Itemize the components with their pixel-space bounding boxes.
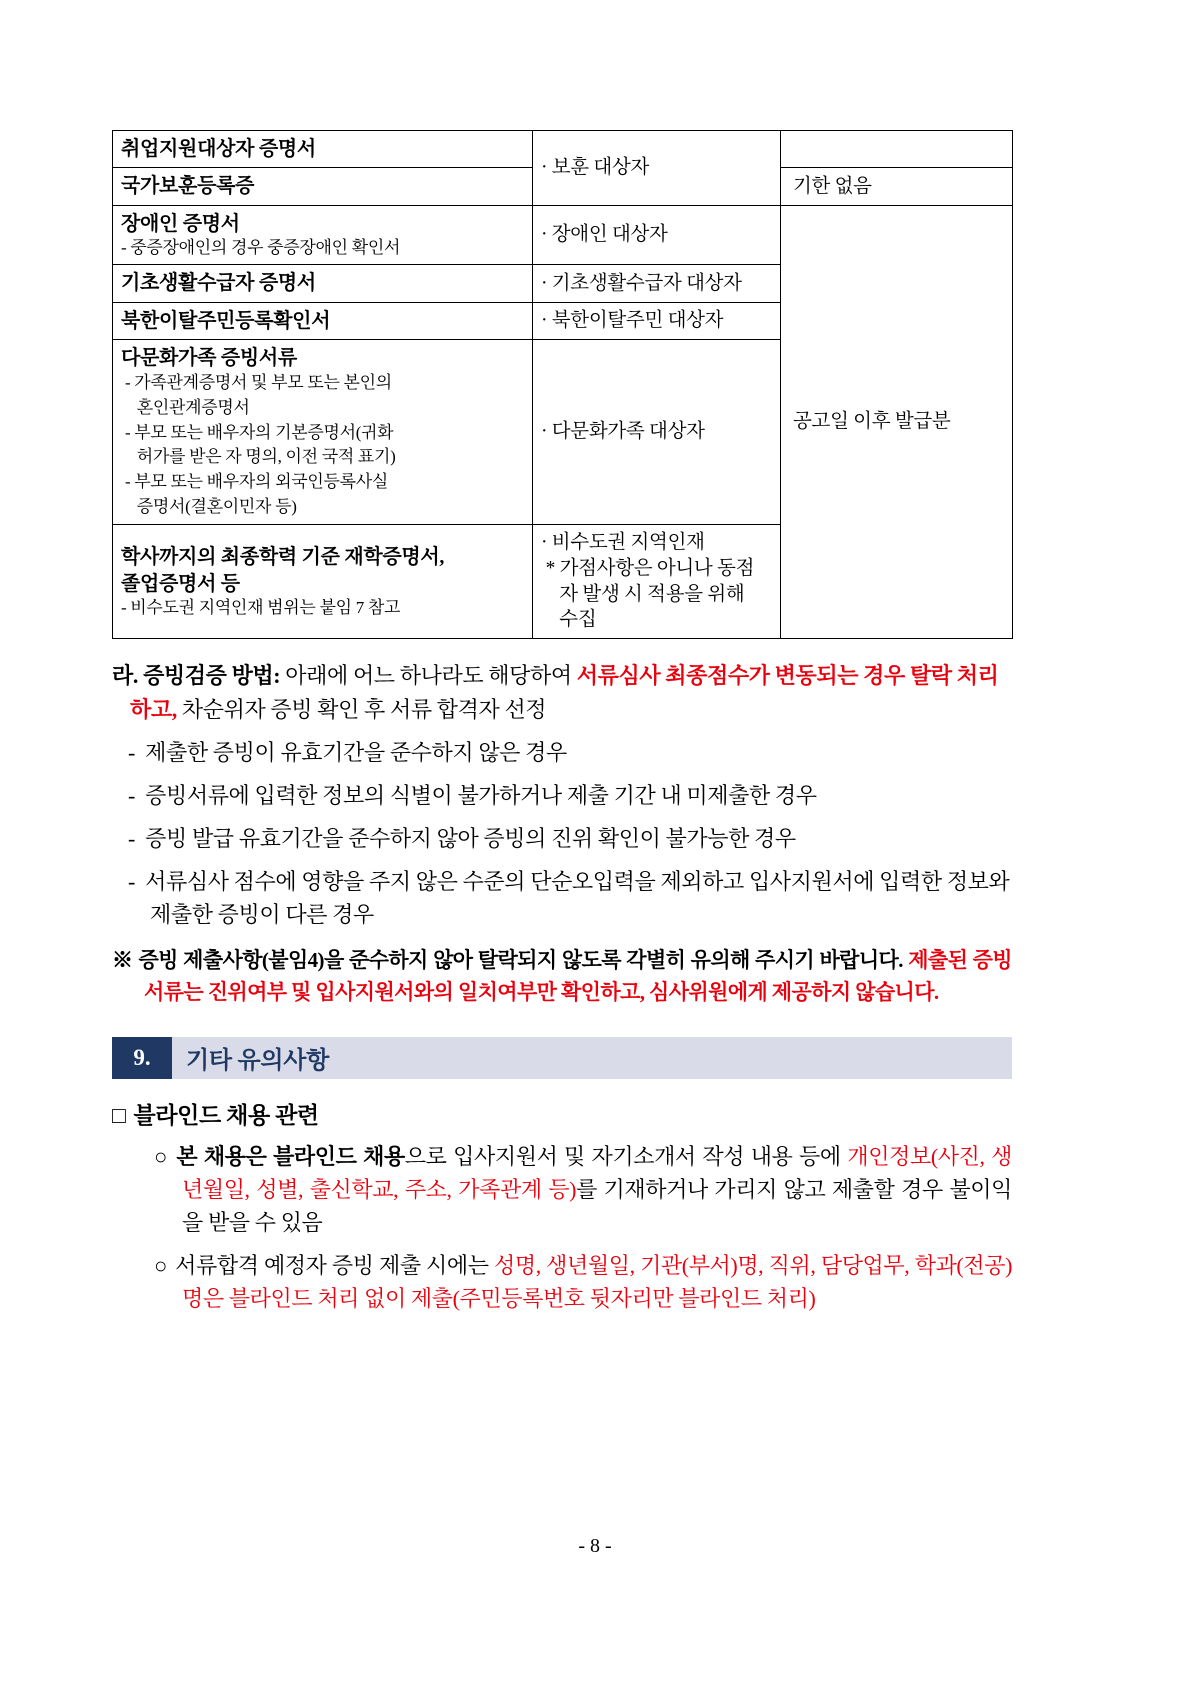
list-item [112, 865, 1012, 931]
bullet-text-red: 성명, 생년월일, 기관(부서)명, 직위, 담당업무, 학과(전공)명은 블라인드 처리 없이 제출(주민등록번호 뒷자리만 블라인드 처리) [182, 1252, 1012, 1311]
doc-name-cell [113, 205, 533, 264]
circle-bullet-icon: ○ [154, 1252, 168, 1278]
subsection-heading [112, 1097, 1012, 1130]
target-cell: · 기초생활수급자 대상자 [533, 265, 781, 302]
ra-text2: 차순위자 증빙 확인 후 서류 합격자 선정 [176, 696, 547, 722]
table-row [113, 205, 1013, 264]
target-line: 자 발생 시 적용을 위해 [541, 583, 745, 605]
doc-subnote-line: 증명서(결혼이민자 등) [121, 496, 297, 516]
subsection-heading-text: 블라인드 채용 관련 [133, 1102, 319, 1128]
doc-title: 다문화가족 증빙서류 [121, 347, 297, 370]
period-cell: 기한 없음 [781, 168, 1013, 205]
doc-name-cell [113, 340, 533, 525]
doc-name-cell [113, 302, 533, 339]
dash-marker: - [128, 826, 146, 852]
period-cell: 공고일 이후 발급분 [781, 205, 1013, 638]
doc-name-cell [113, 168, 533, 205]
circle-bullet-icon: ○ [154, 1143, 169, 1169]
section-number: 9. [112, 1037, 172, 1079]
page-content [112, 130, 1012, 1315]
doc-name-cell [113, 265, 533, 302]
table-row [113, 131, 1013, 168]
ra-title: 증빙검증 방법: [143, 663, 281, 689]
doc-name-cell [113, 525, 533, 639]
doc-subnote: - 비수도권 지역인재 범위는 붙임 7 참고 [121, 598, 401, 618]
doc-title: 졸업증명서 등 [121, 572, 240, 595]
target-cell: · 다문화가족 대상자 [533, 340, 781, 525]
dash-marker: - [128, 783, 146, 809]
bullet-text: 으로 입사지원서 및 자기소개서 작성 내용 등에 [404, 1143, 848, 1169]
doc-subnote-list [121, 371, 524, 519]
doc-title: 기초생활수급자 증명서 [121, 272, 316, 295]
target-cell: · 보훈 대상자 [533, 131, 781, 206]
paragraph-ra [112, 659, 1012, 726]
doc-title: 장애인 증명서 [121, 212, 240, 235]
note-item [112, 945, 1012, 1009]
bullet-text-bold: 본 채용은 블라인드 채용 [176, 1143, 405, 1169]
bullet-item [112, 1249, 1012, 1315]
doc-title: 국가보훈등록증 [121, 175, 255, 198]
doc-subnote-line: 허가를 받은 자 명의, 이전 국적 표기) [121, 447, 396, 467]
page-number: - 8 - [578, 1535, 612, 1557]
doc-subnote: - 중증장애인의 경우 중증장애인 확인서 [121, 238, 401, 258]
doc-title: 취업지원대상자 증명서 [121, 138, 316, 160]
bullet-item [112, 1140, 1012, 1239]
target-line: · 비수도권 지역인재 [541, 532, 705, 554]
target-cell [533, 525, 781, 639]
doc-subnote-line: - 부모 또는 배우자의 기본증명서(귀화 [121, 422, 394, 442]
note-text-red: 제출된 증빙서류는 진위여부 및 입사지원서와의 일치여부만 확인하고, 심사위원에게 제공하지 않습니다. [144, 948, 1012, 1004]
note-marker: ※ [112, 948, 134, 973]
dash-marker: - [128, 869, 146, 895]
section-header-9 [112, 1037, 1012, 1079]
square-bullet-icon: □ [112, 1102, 126, 1128]
bullet-text-red: 개인정보(사진, 생년월일, 성별, 출신학교, 주소, 가족관계 등) [182, 1143, 1013, 1202]
note-text-black: 증빙 제출사항(붙임4)을 준수하지 않아 탈락되지 않도록 각별히 유의해 주시기 바랍니다. [138, 948, 903, 973]
target-line: * 가점사항은 아니나 동점 [541, 558, 755, 580]
doc-subnote-line: - 부모 또는 배우자의 외국인등록사실 [121, 472, 388, 491]
doc-title: 학사까지의 최종학력 기준 재학증명서, [121, 546, 445, 569]
list-item [112, 779, 1012, 812]
target-cell: · 장애인 대상자 [533, 205, 781, 264]
list-item [112, 822, 1012, 855]
doc-subnote-line: - 가족관계증명서 및 부모 또는 본인의 [121, 373, 392, 393]
ra-red-emphasis: 서류심사 최종점수가 변동되는 경우 탈락 처리하고, [130, 663, 999, 722]
list-item-text: 증빙 발급 유효기간을 준수하지 않아 증빙의 진위 확인이 불가능한 경우 [145, 826, 796, 852]
ra-text1: 아래에 어느 하나라도 해당하여 [280, 663, 577, 689]
period-cell-empty [781, 131, 1013, 168]
list-item-text: 증빙서류에 입력한 정보의 식별이 불가하거나 제출 기간 내 미제출한 경우 [145, 783, 817, 809]
list-item-text: 제출한 증빙이 유효기간을 준수하지 않은 경우 [145, 740, 567, 766]
ra-label: 라. [112, 663, 138, 689]
bullet-text-tail: 를 기재하거나 가리지 않고 제출할 경우 불이익을 받을 수 있음 [182, 1176, 1012, 1235]
list-item-text: 서류심사 점수에 영향을 주지 않은 수준의 단순오입력을 제외하고 입사지원서에 입력한 정보와 제출한 증빙이 다른 경우 [145, 869, 1010, 928]
section-title: 기타 유의사항 [186, 1048, 330, 1075]
doc-title: 북한이탈주민등록확인서 [121, 309, 331, 332]
evidence-documents-table [112, 130, 1013, 639]
doc-subnote-line: 혼인관계증명서 [121, 398, 250, 418]
target-cell: · 북한이탈주민 대상자 [533, 302, 781, 339]
dash-marker: - [128, 740, 146, 766]
target-line: 수집 [541, 609, 597, 631]
list-item [112, 736, 1012, 769]
bullet-text: 서류합격 예정자 증빙 제출 시에는 [175, 1252, 494, 1278]
doc-name-cell [113, 131, 533, 168]
